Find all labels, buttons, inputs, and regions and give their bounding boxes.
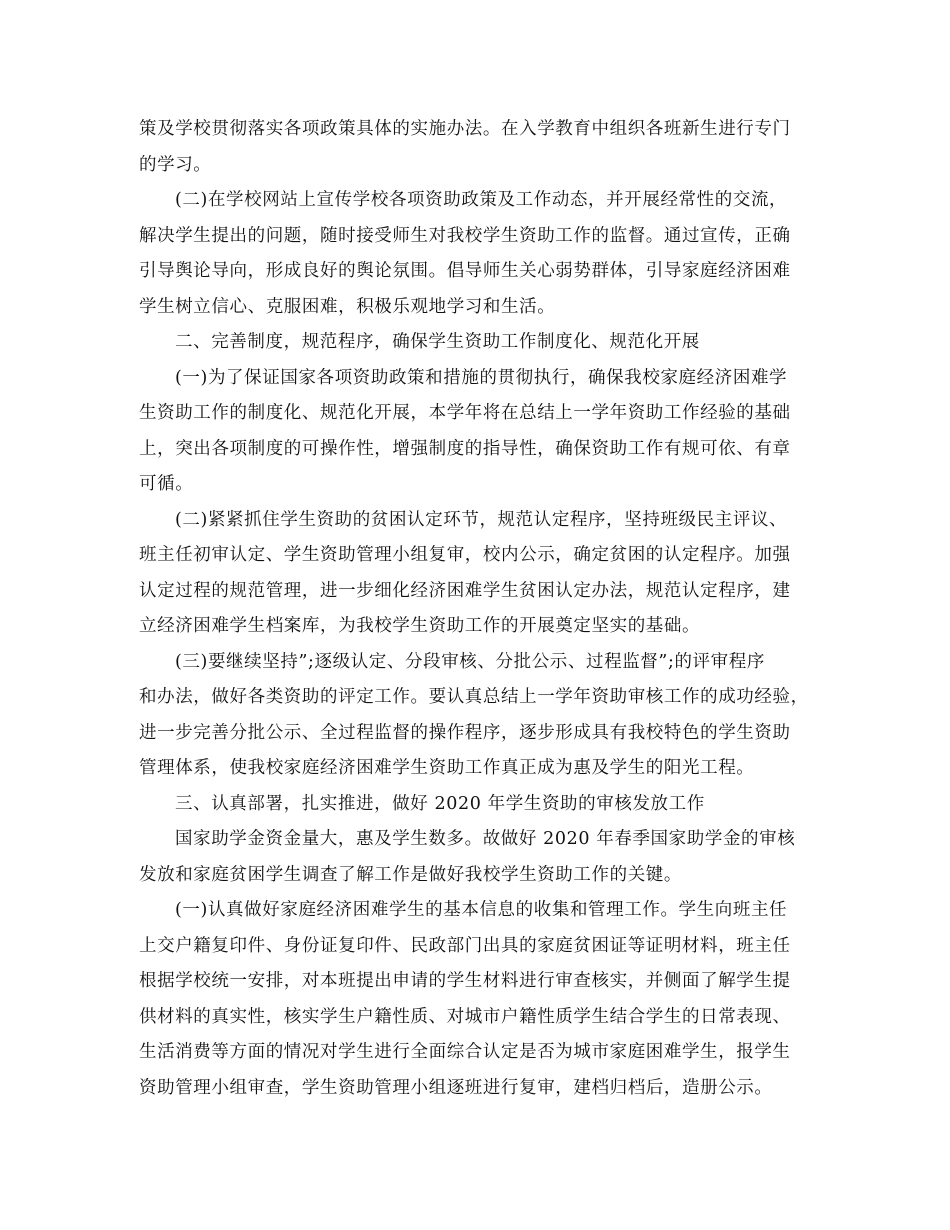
paragraph — [139, 787, 815, 823]
text-line: 进一步完善分批公示、全过程监督的操作程序，逐步形成具有我校特色的学生资助 — [139, 722, 791, 743]
text-line: 国家助学金资金量大，惠及学生数多。故做好 2020 年春季国家助学金的审核 — [175, 829, 796, 849]
text-line: 学生树立信心、克服困难，积极乐观地学习和生活。 — [139, 296, 556, 317]
paragraph — [139, 503, 815, 645]
text-line: 上交户籍复印件、身份证复印件、民政部门出具的家庭贫困证等证明材料，班主任 — [139, 935, 791, 956]
text-line: 上，突出各项制度的可操作性，增强制度的指导性，确保资助工作有规可依、有章 — [139, 438, 791, 459]
text-line: (三)要继续坚持”;逐级认定、分段审核、分批公示、过程监督”;的评审程序 — [175, 651, 765, 672]
text-line: 生活消费等方面的情况对学生进行全面综合认定是否为城市家庭困难学生，报学生 — [139, 1042, 791, 1062]
text-line: (二)紧紧抓住学生资助的贫困认定环节，规范认定程序，坚持班级民主评议、 — [175, 509, 788, 530]
text-line: (二)在学校网站上宣传学校各项资助政策及工作动态，并开展经常性的交流， — [175, 190, 788, 210]
text-line: 供材料的真实性，核实学生户籍性质、对城市户籍性质学生结合学生的日常表现、 — [139, 1006, 791, 1027]
text-line: 可循。 — [139, 474, 194, 494]
text-line: 生资助工作的制度化、规范化开展，本学年将在总结上一学年资助工作经验的基础 — [139, 403, 791, 423]
text-line: 资助管理小组审查，学生资助管理小组逐班进行复审，建档归档后，造册公示。 — [139, 1077, 773, 1098]
text-line: 管理体系，使我校家庭经济困难学生资助工作真正成为惠及学生的阳光工程。 — [139, 758, 755, 778]
text-line: 和办法，做好各类资助的评定工作。要认真总结上一学年资助审核工作的成功经验， — [139, 687, 809, 707]
document-body — [139, 112, 815, 1106]
text-line: 解决学生提出的问题，随时接受师生对我校学生资助工作的监督。通过宣传，正确 — [139, 225, 791, 246]
paragraph — [139, 822, 815, 893]
text-line: 根据学校统一安排，对本班提出申请的学生材料进行审查核实，并侧面了解学生提 — [139, 971, 791, 991]
text-line: 班主任初审认定、学生资助管理小组复审，校内公示，确定贫困的认定程序。加强 — [139, 545, 791, 565]
paragraph — [139, 183, 815, 325]
text-line: 三、认真部署，扎实推进，做好 2020 年学生资助的审核发放工作 — [175, 793, 705, 814]
text-line: 二、完善制度，规范程序，确保学生资助工作制度化、规范化开展 — [175, 332, 700, 352]
paragraph — [139, 361, 815, 503]
text-line: 立经济困难学生档案库，为我校学生资助工作的开展奠定坚实的基础。 — [139, 616, 701, 636]
paragraph — [139, 325, 815, 361]
paragraph — [139, 893, 815, 1106]
text-line: 发放和家庭贫困学生调查了解工作是做好我校学生资助工作的关键。 — [139, 864, 682, 885]
text-line: 引导舆论导向，形成良好的舆论氛围。倡导师生关心弱势群体，引导家庭经济困难 — [139, 261, 791, 281]
paragraph — [139, 645, 815, 787]
text-line: (一)认真做好家庭经济困难学生的基本信息的收集和管理工作。学生向班主任 — [175, 900, 788, 920]
text-line: 认定过程的规范管理，进一步细化经济困难学生贫困认定办法，规范认定程序，建 — [139, 580, 791, 601]
text-line: (一)为了保证国家各项资助政策和措施的贯彻执行，确保我校家庭经济困难学 — [175, 367, 788, 388]
text-line: 策及学校贯彻落实各项政策具体的实施办法。在入学教育中组织各班新生进行专门 — [139, 119, 791, 139]
text-line: 的学习。 — [139, 154, 212, 175]
paragraph — [139, 112, 815, 183]
